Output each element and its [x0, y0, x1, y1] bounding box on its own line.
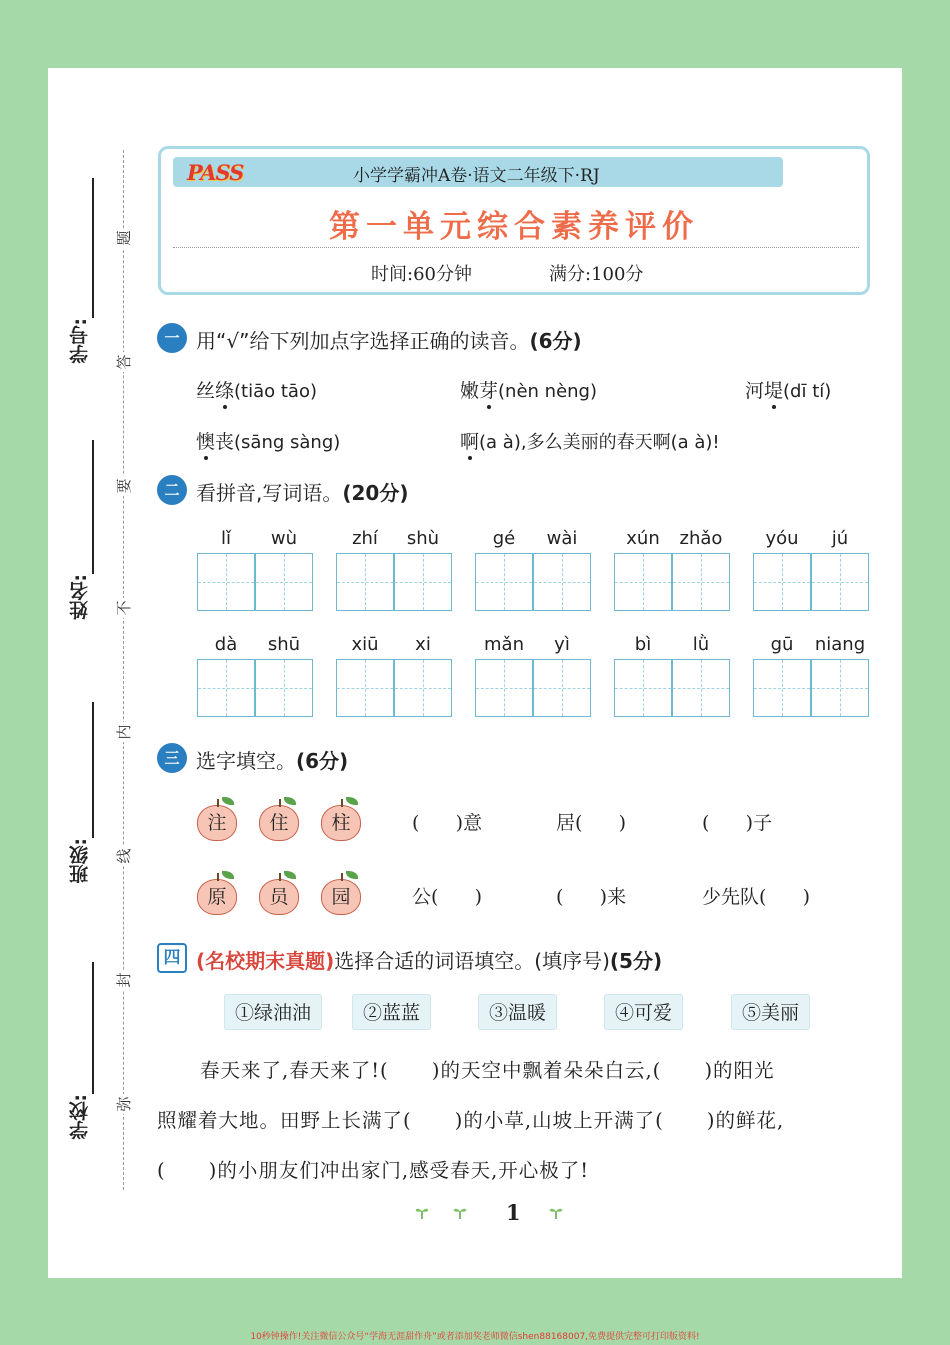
series-title: 小学学霸冲A卷·语文二年级下·RJ	[353, 166, 600, 186]
sprout-icon	[548, 1204, 564, 1220]
pinyin-syllable: zhí	[352, 528, 378, 549]
writing-grid-cell[interactable]	[475, 553, 533, 611]
seal-char: 要	[114, 476, 134, 496]
writing-grid-cell[interactable]	[614, 659, 672, 717]
section-3-title: 选字填空。(6分)	[196, 749, 349, 773]
score-info: 满分:100分	[549, 264, 644, 285]
bottom-note: 10秒钟操作!关注微信公众号“学海无涯甜作舟”或者添加奖老师微信shen88168007,免费提供完整可打印版资料!	[250, 1332, 700, 1342]
writing-grid-cell[interactable]	[336, 659, 394, 717]
section-3-badge: 三	[157, 743, 187, 773]
pinyin-syllable: wài	[546, 528, 578, 549]
writing-grid-cell[interactable]	[255, 659, 313, 717]
pinyin-syllable: shū	[267, 634, 301, 655]
pinyin-syllable: yì	[554, 634, 570, 655]
reading-item: 啊(a à),多么美丽的春天啊(a à)!	[460, 427, 720, 454]
apple-char-card: 柱	[321, 805, 361, 841]
pinyin-syllable: xún	[626, 528, 660, 549]
pinyin-syllable: wù	[270, 528, 298, 549]
writing-grid-cell[interactable]	[336, 553, 394, 611]
series-bar	[173, 157, 783, 187]
school-line[interactable]	[92, 962, 94, 1094]
seal-char: 答	[114, 352, 134, 372]
writing-grid-cell[interactable]	[753, 553, 811, 611]
page-number: 1	[506, 1200, 521, 1225]
seal-dashed-line	[123, 150, 124, 1190]
seal-char: 封	[114, 970, 134, 990]
section-1-title: 用“√”给下列加点字选择正确的读音。(6分)	[196, 329, 582, 353]
writing-grid-cell[interactable]	[811, 553, 869, 611]
student-id-label: 学号:	[69, 318, 91, 364]
pinyin-syllable: zhǎo	[679, 528, 723, 549]
writing-grid-cell[interactable]	[753, 659, 811, 717]
word-option: ①绿油油	[224, 994, 322, 1030]
pinyin-syllable: bì	[634, 634, 652, 655]
writing-grid-cell[interactable]	[394, 659, 452, 717]
class-line[interactable]	[92, 702, 94, 838]
header-divider	[173, 247, 859, 248]
apple-char-card: 园	[321, 879, 361, 915]
pinyin-syllable: gū	[770, 634, 794, 655]
student-id-line[interactable]	[92, 178, 94, 318]
section-4-badge: 四	[157, 943, 187, 973]
paragraph-line: 照耀着大地。田野上长满了( )的小草,山坡上开满了( )的鲜花,	[157, 1109, 785, 1132]
exam-header	[158, 146, 870, 295]
word-option: ②蓝蓝	[352, 994, 431, 1030]
seal-char: 内	[114, 722, 134, 742]
sprout-icon	[452, 1204, 468, 1220]
fill-blank[interactable]: ( )意	[412, 812, 483, 834]
pinyin-syllable: xi	[415, 634, 431, 655]
fill-blank[interactable]: ( )来	[556, 886, 627, 908]
word-option: ③温暖	[478, 994, 557, 1030]
apple-char-card: 住	[259, 805, 299, 841]
writing-grid-cell[interactable]	[533, 659, 591, 717]
section-4-title: (名校期末真题)选择合适的词语填空。(填序号)(5分)	[196, 949, 663, 973]
word-option: ④可爱	[604, 994, 683, 1030]
writing-grid-cell[interactable]	[255, 553, 313, 611]
fill-blank[interactable]: 公( )	[412, 886, 483, 908]
writing-grid-cell[interactable]	[197, 659, 255, 717]
seal-char: 弥	[114, 1094, 134, 1114]
writing-grid-cell[interactable]	[672, 659, 730, 717]
name-line[interactable]	[92, 440, 94, 574]
writing-grid-cell[interactable]	[672, 553, 730, 611]
school-label: 学校:	[69, 1094, 91, 1140]
reading-item: 丝绦(tiāo tāo)	[196, 376, 317, 403]
section-1-badge: 一	[157, 323, 187, 353]
fill-blank[interactable]: 少先队( )	[702, 886, 811, 908]
fill-blank[interactable]: 居( )	[556, 812, 627, 834]
reading-item: 河堤(dī tí)	[745, 376, 831, 403]
fill-blank[interactable]: ( )子	[702, 812, 773, 834]
pinyin-syllable: lǐ	[220, 528, 231, 549]
pinyin-syllable: yóu	[765, 528, 799, 549]
section-2-badge: 二	[157, 475, 187, 505]
pinyin-syllable: xiū	[351, 634, 379, 655]
pinyin-syllable: lǜ	[692, 634, 710, 655]
pass-logo: PASS	[187, 160, 244, 185]
writing-grid-cell[interactable]	[811, 659, 869, 717]
word-option: ⑤美丽	[731, 994, 810, 1030]
seal-char: 不	[114, 598, 134, 618]
seal-char: 线	[114, 846, 134, 866]
class-label: 班级:	[69, 838, 91, 884]
paragraph-line: ( )的小朋友们冲出家门,感受春天,开心极了!	[157, 1159, 590, 1182]
paragraph-line: 春天来了,春天来了!( )的天空中飘着朵朵白云,( )的阳光	[200, 1059, 775, 1082]
writing-grid-cell[interactable]	[475, 659, 533, 717]
reading-item: 懊丧(sāng sàng)	[196, 427, 340, 454]
section-2-title: 看拼音,写词语。(20分)	[196, 481, 409, 505]
writing-grid-cell[interactable]	[197, 553, 255, 611]
reading-item: 嫩芽(nèn nèng)	[460, 376, 597, 403]
page-title: 第一单元综合素养评价	[329, 209, 699, 245]
sprout-icon	[414, 1204, 430, 1220]
pinyin-syllable: dà	[214, 634, 238, 655]
apple-char-card: 注	[197, 805, 237, 841]
writing-grid-cell[interactable]	[533, 553, 591, 611]
pinyin-syllable: jú	[831, 528, 849, 549]
time-info: 时间:60分钟	[371, 264, 472, 285]
pinyin-syllable: shù	[406, 528, 440, 549]
name-label: 姓名:	[69, 574, 91, 620]
apple-char-card: 原	[197, 879, 237, 915]
pinyin-syllable: gé	[492, 528, 516, 549]
pinyin-syllable: niang	[814, 634, 866, 655]
writing-grid-cell[interactable]	[394, 553, 452, 611]
pinyin-syllable: mǎn	[484, 634, 524, 655]
apple-char-card: 员	[259, 879, 299, 915]
writing-grid-cell[interactable]	[614, 553, 672, 611]
seal-char: 题	[114, 228, 134, 248]
